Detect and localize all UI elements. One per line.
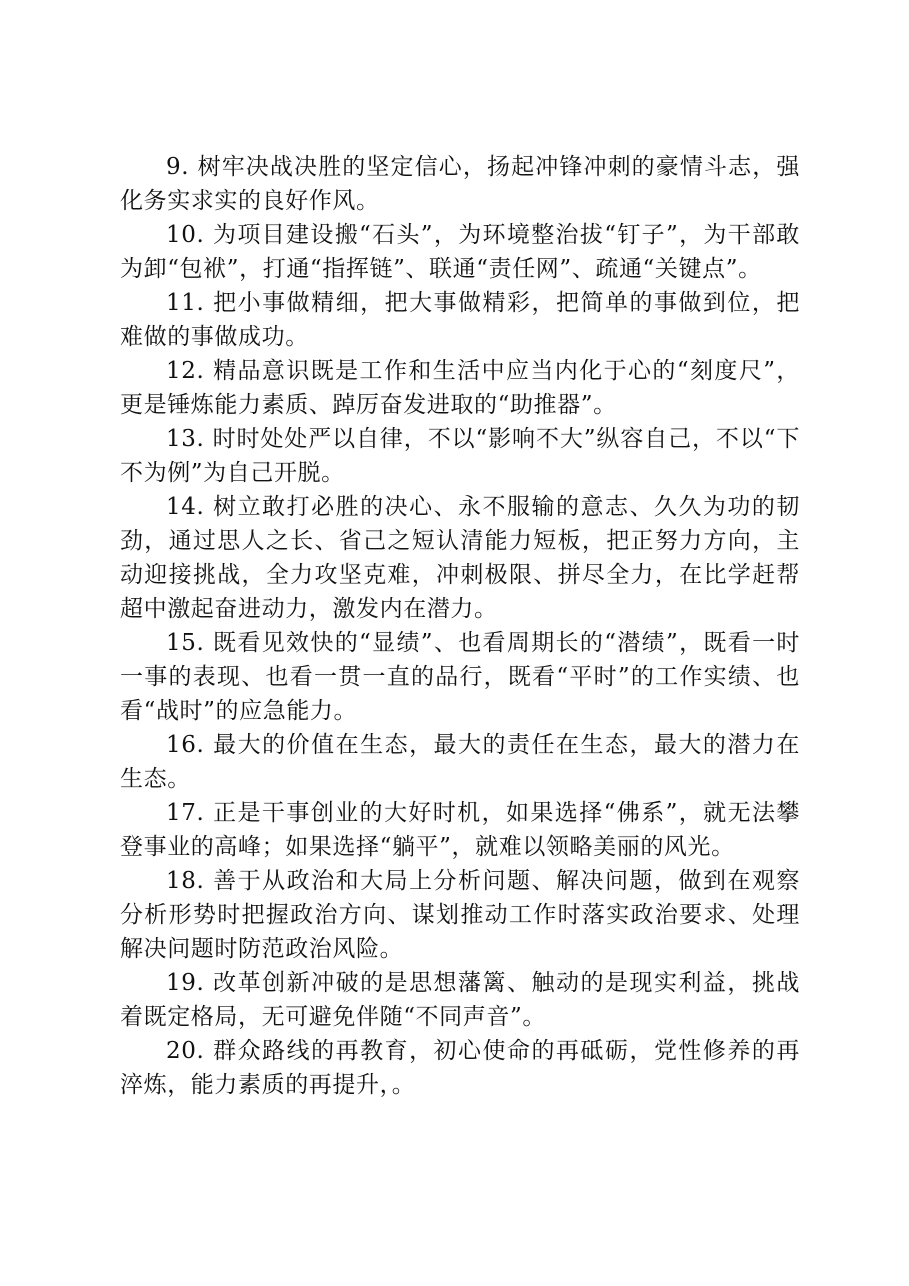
paragraph-17: 17. 正是干事创业的大好时机，如果选择“佛系”，就无法攀登事业的高峰；如果选择“躺平”，就难以领略美丽的风光。 [120,800,800,860]
paragraph-19: 19. 改革创新冲破的是思想藩篱、触动的是现实利益，挑战着既定格局，无可避免伴随“不同声音”。 [120,970,800,1030]
paragraph-20: 20. 群众路线的再教育，初心使命的再砥砺，党性修养的再淬炼，能力素质的再提升，。 [120,1038,800,1098]
paragraph-14: 14. 树立敢打必胜的决心、永不服输的意志、久久为功的韧劲，通过思人之长、省己之短认清能力短板，把正努力方向，主动迎接挑战，全力攻坚克难，冲刺极限、拼尽全力，在比学赶帮超中激起奋进动力，激发内在潜力。 [120,494,800,622]
paragraph-13: 13. 时时处处严以自律，不以“影响不大”纵容自己，不以“下不为例”为自己开脱。 [120,426,800,486]
document-body [120,150,800,1102]
paragraph-12: 12. 精品意识既是工作和生活中应当内化于心的“刻度尺”，更是锤炼能力素质、踔厉奋发进取的“助推器”。 [120,358,800,418]
paragraph-16: 16. 最大的价值在生态，最大的责任在生态，最大的潜力在生态。 [120,732,800,792]
paragraph-18: 18. 善于从政治和大局上分析问题、解决问题，做到在观察分析形势时把握政治方向、谋划推动工作时落实政治要求、处理解决问题时防范政治风险。 [120,868,800,962]
paragraph-9: 9. 树牢决战决胜的坚定信心，扬起冲锋冲刺的豪情斗志，强化务实求实的良好作风。 [120,154,800,214]
paragraph-10: 10. 为项目建设搬“石头”，为环境整治拔“钉子”，为干部敢为卸“包袱”，打通“指挥链”、联通“责任网”、疏通“关键点”。 [120,222,800,282]
paragraph-11: 11. 把小事做精细，把大事做精彩，把简单的事做到位，把难做的事做成功。 [120,290,800,350]
paragraph-15: 15. 既看见效快的“显绩”、也看周期长的“潜绩”，既看一时一事的表现、也看一贯一直的品行，既看“平时”的工作实绩、也看“战时”的应急能力。 [120,630,800,724]
